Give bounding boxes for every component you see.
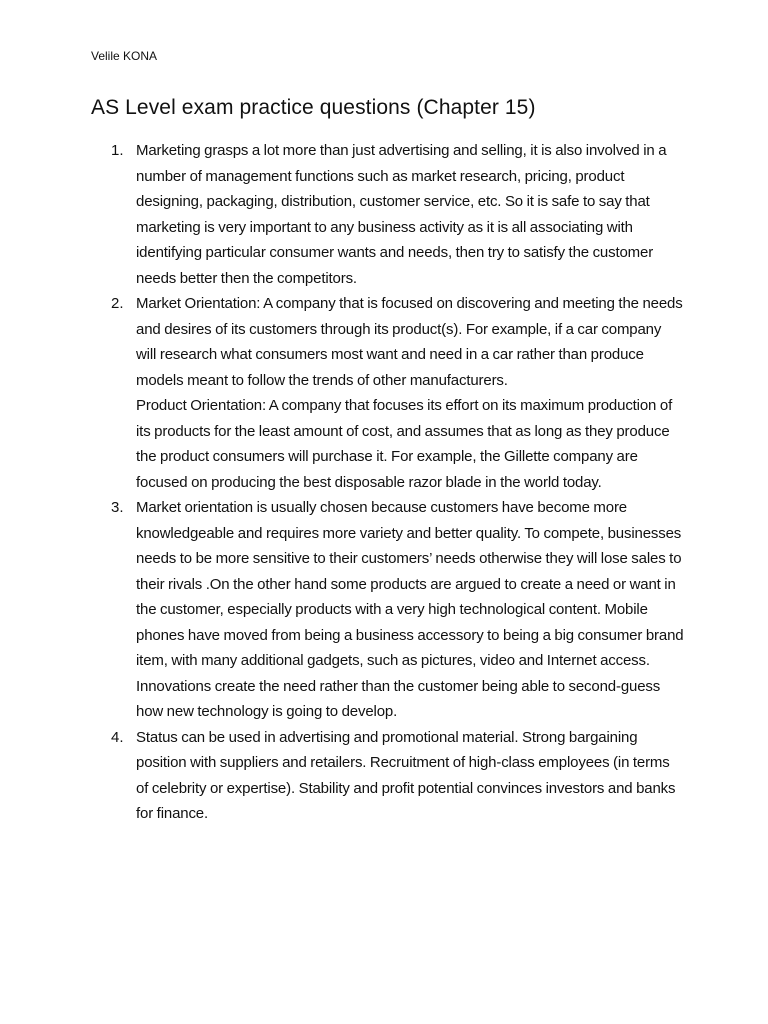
question-item-1	[0, 138, 768, 291]
author-name: Velile KONA	[91, 49, 158, 63]
question-number: 4.	[111, 728, 124, 746]
question-number: 2.	[111, 295, 124, 312]
question-number: 1.	[111, 142, 124, 159]
answer-paragraph: Marketing grasps a lot more than just advertising and selling, it is also involved in a number of management functions such as market research, pricing, product designing, packaging, distribution, customer service, etc. So it is safe to say that marketing is very important to any business activity as it is all associating with identifying particular consumer wants and needs, then try to satisfy the customer needs better then the competitors.	[136, 142, 667, 287]
answer-paragraph: Product Orientation: A company that focuses its effort on its maximum production of its products for the least amount of cost, and assumes that as long as they produce the product consumers will purchase it. For example, the Gillette company are focused on producing the best disposable razor blade in the world today.	[136, 397, 673, 491]
question-number: 3.	[111, 499, 124, 516]
question-item-4	[0, 725, 768, 827]
answer-paragraph: Status can be used in advertising and promotional material. Strong bargaining position with suppliers and retailers. Recruitment of high-class employees (in terms of celebrity or expertise). Stability and profit potential convinces investors and banks for finance.	[136, 728, 676, 822]
question-list	[0, 138, 768, 827]
question-item-2	[0, 291, 768, 495]
answer-paragraph: Market orientation is usually chosen because customers have become more knowledgeable and requires more variety and better quality. To compete, businesses needs to be more sensitive to their customers’ needs otherwise they will lose sales to their rivals .On the other hand some products are argued to create a need or want in the customer, especially products with a very high technological content. Mobile phones have moved from being a business accessory to being a big consumer brand item, with many additional gadgets, such as pictures, video and Internet access. Innovations create the need rather than the customer being able to second-guess how new technology is going to develop.	[136, 499, 684, 720]
question-item-3	[0, 495, 768, 725]
answer-paragraph: Market Orientation: A company that is focused on discovering and meeting the needs and desires of its customers through its product(s). For example, if a car company will research what consumers most want and need in a car rather than produce models meant to follow the trends of other manufacturers.	[136, 295, 683, 389]
page-title: AS Level exam practice questions (Chapter 15)	[91, 96, 536, 119]
